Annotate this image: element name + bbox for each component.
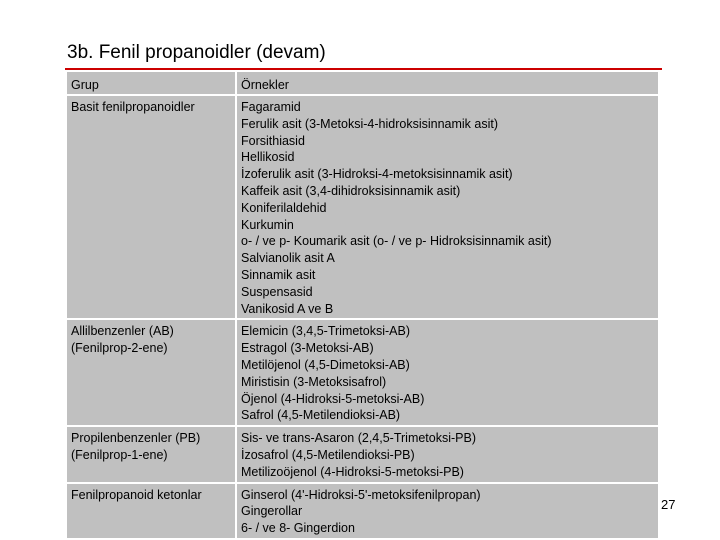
slide-title: 3b. Fenil propanoidler (devam) [67, 42, 326, 63]
example-item: Miristisin (3-Metoksisafrol) [241, 374, 387, 389]
example-item: Kurkumin [241, 217, 294, 232]
example-item: Koniferilaldehid [241, 200, 327, 215]
example-item: Kaffeik asit (3,4-dihidroksisinnamik asit) [241, 183, 461, 198]
example-item: o- / ve p- Koumarik asit (o- / ve p- Hidroksisinnamik asit) [241, 234, 552, 249]
table-header-row [67, 72, 658, 94]
example-item: Forsithiasid [241, 133, 305, 148]
example-item: Hellikosid [241, 150, 295, 165]
example-item: Vanikosid A ve B [241, 301, 334, 316]
header-examples: Örnekler [237, 72, 658, 94]
group-label: Allilbenzenler (AB) [71, 324, 174, 339]
example-item: Ginserol (4'-Hidroksi-5'-metoksifenilpropan) [241, 487, 481, 502]
example-item: İzoferulik asit (3-Hidroksi-4-metoksisinnamik asit) [241, 167, 513, 182]
example-item: Suspensasid [241, 284, 313, 299]
example-item: Salvianolik asit A [241, 251, 335, 266]
group-label: Fenilpropanoid ketonlar [71, 487, 202, 502]
group-label: Propilenbenzenler (PB) [71, 431, 201, 446]
example-item: Safrol (4,5-Metilendioksi-AB) [241, 408, 401, 423]
header-group: Grup [67, 72, 235, 94]
example-item: Elemicin (3,4,5-Trimetoksi-AB) [241, 324, 411, 339]
group-cell [67, 96, 235, 318]
table-row [67, 96, 658, 318]
group-cell [67, 320, 235, 425]
example-item: Gingerollar [241, 504, 303, 519]
group-cell [67, 484, 235, 538]
example-item: Estragol (3-Metoksi-AB) [241, 341, 374, 356]
table-row [67, 484, 658, 538]
group-label: Basit fenilpropanoidler [71, 100, 195, 114]
example-item: Ferulik asit (3-Metoksi-4-hidroksisinnamik asit) [241, 116, 499, 131]
examples-cell [237, 484, 658, 538]
table-body [67, 96, 658, 538]
example-item: Fagaramid [241, 100, 301, 114]
example-item: Metilöjenol (4,5-Dimetoksi-AB) [241, 357, 410, 372]
example-item: Metilizoöjenol (4-Hidroksi-5-metoksi-PB) [241, 464, 464, 479]
example-item: İzosafrol (4,5-Metilendioksi-PB) [241, 447, 415, 462]
title-underline [65, 68, 662, 70]
example-item: Öjenol (4-Hidroksi-5-metoksi-AB) [241, 391, 425, 406]
example-item: Sis- ve trans-Asaron (2,4,5-Trimetoksi-PB) [241, 431, 477, 446]
example-item: 6- / ve 8- Gingerdion [241, 521, 355, 536]
table-row [67, 427, 658, 481]
example-item: Sinnamik asit [241, 267, 316, 282]
table-row [67, 320, 658, 425]
page-number: 27 [661, 497, 676, 512]
group-label: (Fenilprop-1-ene) [71, 447, 168, 462]
examples-cell [237, 427, 658, 481]
classification-table [67, 72, 658, 540]
examples-cell [237, 320, 658, 425]
group-cell [67, 427, 235, 481]
examples-cell [237, 96, 658, 318]
group-label: (Fenilprop-2-ene) [71, 341, 168, 356]
